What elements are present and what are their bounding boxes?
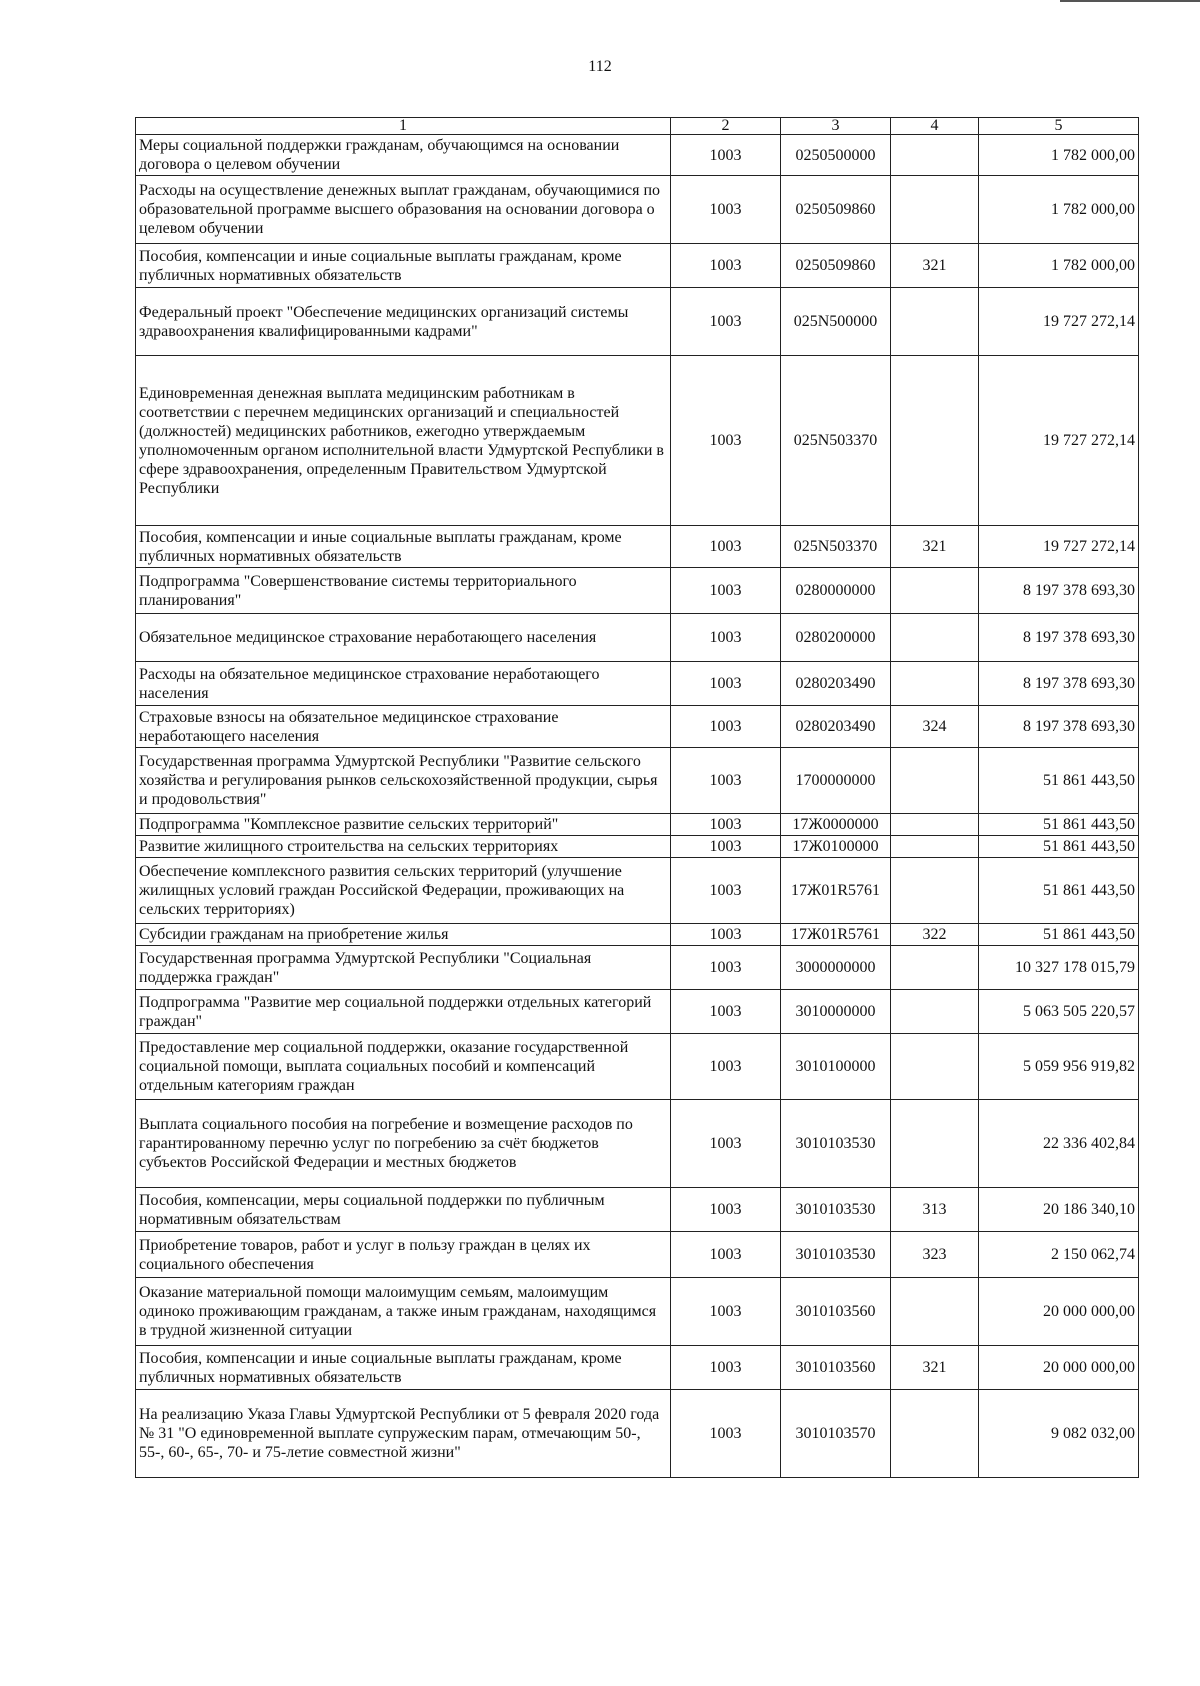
row-section-code: 1003	[671, 1278, 781, 1346]
row-target-code: 17Ж01R5761	[781, 924, 891, 946]
row-expense-type	[891, 288, 979, 356]
row-expense-type: 321	[891, 526, 979, 568]
row-section-code: 1003	[671, 1100, 781, 1188]
row-expense-type	[891, 990, 979, 1034]
row-name: Государственная программа Удмуртской Республики "Социальная поддержка граждан"	[136, 946, 671, 990]
row-expense-type	[891, 614, 979, 662]
row-target-code: 17Ж0000000	[781, 814, 891, 836]
row-expense-type: 321	[891, 244, 979, 288]
row-name: Подпрограмма "Развитие мер социальной поддержки отдельных категорий граждан"	[136, 990, 671, 1034]
header-col-5: 5	[979, 118, 1139, 135]
row-target-code: 3010103570	[781, 1390, 891, 1478]
row-section-code: 1003	[671, 662, 781, 706]
row-section-code: 1003	[671, 924, 781, 946]
row-amount: 8 197 378 693,30	[979, 614, 1139, 662]
row-amount: 19 727 272,14	[979, 288, 1139, 356]
row-name: Выплата социального пособия на погребение и возмещение расходов по гарантированному перечню услуг по погребению за счёт бюджетов субъектов Российской Федерации и местных бюджетов	[136, 1100, 671, 1188]
row-amount: 51 861 443,50	[979, 748, 1139, 814]
row-target-code: 025N503370	[781, 356, 891, 526]
table-row	[136, 814, 1139, 836]
row-expense-type	[891, 1390, 979, 1478]
row-name: Оказание материальной помощи малоимущим семьям, малоимущим одиноко проживающим гражданам, а также иным гражданам, находящимся в трудной жизненной ситуации	[136, 1278, 671, 1346]
row-amount: 20 000 000,00	[979, 1346, 1139, 1390]
row-expense-type	[891, 1034, 979, 1100]
row-amount: 51 861 443,50	[979, 836, 1139, 858]
row-amount: 51 861 443,50	[979, 814, 1139, 836]
row-expense-type	[891, 836, 979, 858]
row-amount: 1 782 000,00	[979, 135, 1139, 176]
row-target-code: 3010103530	[781, 1232, 891, 1278]
table-row	[136, 176, 1139, 244]
row-amount: 8 197 378 693,30	[979, 568, 1139, 614]
row-section-code: 1003	[671, 1188, 781, 1232]
row-expense-type	[891, 568, 979, 614]
row-amount: 51 861 443,50	[979, 858, 1139, 924]
row-name: Обеспечение комплексного развития сельских территорий (улучшение жилищных условий граждан Российской Федерации, проживающих на сельских территориях)	[136, 858, 671, 924]
top-edge-rule	[1060, 0, 1200, 2]
row-expense-type: 322	[891, 924, 979, 946]
row-name: Федеральный проект "Обеспечение медицинских организаций системы здравоохранения квалифицированными кадрами"	[136, 288, 671, 356]
row-expense-type	[891, 356, 979, 526]
row-target-code: 0280203490	[781, 706, 891, 748]
table-row	[136, 244, 1139, 288]
table-row	[136, 135, 1139, 176]
row-target-code: 3010103530	[781, 1188, 891, 1232]
table-row	[136, 614, 1139, 662]
row-name: Государственная программа Удмуртской Республики "Развитие сельского хозяйства и регулирования рынков сельскохозяйственной продукции, сырья и продовольствия"	[136, 748, 671, 814]
table-row	[136, 924, 1139, 946]
row-expense-type: 321	[891, 1346, 979, 1390]
table-row	[136, 748, 1139, 814]
row-target-code: 0250509860	[781, 244, 891, 288]
row-target-code: 0250509860	[781, 176, 891, 244]
table-row	[136, 1034, 1139, 1100]
table-row	[136, 706, 1139, 748]
row-section-code: 1003	[671, 288, 781, 356]
row-target-code: 0250500000	[781, 135, 891, 176]
row-name: Предоставление мер социальной поддержки, оказание государственной социальной помощи, выплата социальных пособий и компенсаций отдельным категориям граждан	[136, 1034, 671, 1100]
row-amount: 8 197 378 693,30	[979, 662, 1139, 706]
row-target-code: 3000000000	[781, 946, 891, 990]
row-expense-type	[891, 1278, 979, 1346]
row-name: Пособия, компенсации и иные социальные выплаты гражданам, кроме публичных нормативных обязательств	[136, 244, 671, 288]
row-name: Подпрограмма "Комплексное развитие сельских территорий"	[136, 814, 671, 836]
row-target-code: 3010103560	[781, 1346, 891, 1390]
table-row	[136, 946, 1139, 990]
row-amount: 5 063 505 220,57	[979, 990, 1139, 1034]
row-target-code: 0280000000	[781, 568, 891, 614]
row-expense-type	[891, 662, 979, 706]
row-target-code: 3010103530	[781, 1100, 891, 1188]
header-col-3: 3	[781, 118, 891, 135]
header-col-4: 4	[891, 118, 979, 135]
row-name: Пособия, компенсации и иные социальные выплаты гражданам, кроме публичных нормативных обязательств	[136, 1346, 671, 1390]
row-name: Единовременная денежная выплата медицинским работникам в соответствии с перечнем медицинских организаций и специальностей (должностей) медицинских работников, ежегодно утверждаемым уполномоченным органом исполнительной власти Удмуртской Республики в сфере здравоохранения, определенным Правительством Удмуртской Республики	[136, 356, 671, 526]
row-expense-type: 313	[891, 1188, 979, 1232]
table-row	[136, 1278, 1139, 1346]
row-amount: 19 727 272,14	[979, 356, 1139, 526]
row-expense-type	[891, 858, 979, 924]
row-target-code: 17Ж0100000	[781, 836, 891, 858]
row-target-code: 17Ж01R5761	[781, 858, 891, 924]
header-col-2: 2	[671, 118, 781, 135]
row-section-code: 1003	[671, 244, 781, 288]
table-row	[136, 836, 1139, 858]
row-name: Расходы на обязательное медицинское страхование неработающего населения	[136, 662, 671, 706]
header-row	[136, 118, 1139, 135]
header-col-1: 1	[136, 118, 671, 135]
row-section-code: 1003	[671, 990, 781, 1034]
row-section-code: 1003	[671, 568, 781, 614]
row-section-code: 1003	[671, 135, 781, 176]
row-section-code: 1003	[671, 526, 781, 568]
table-row	[136, 568, 1139, 614]
row-section-code: 1003	[671, 356, 781, 526]
row-amount: 1 782 000,00	[979, 176, 1139, 244]
row-amount: 19 727 272,14	[979, 526, 1139, 568]
row-section-code: 1003	[671, 1346, 781, 1390]
row-name: Меры социальной поддержки гражданам, обучающимся на основании договора о целевом обучении	[136, 135, 671, 176]
row-name: Развитие жилищного строительства на сельских территориях	[136, 836, 671, 858]
table-row	[136, 662, 1139, 706]
row-expense-type	[891, 946, 979, 990]
row-target-code: 025N503370	[781, 526, 891, 568]
row-amount: 9 082 032,00	[979, 1390, 1139, 1478]
row-amount: 51 861 443,50	[979, 924, 1139, 946]
row-target-code: 025N500000	[781, 288, 891, 356]
row-target-code: 3010000000	[781, 990, 891, 1034]
table-row	[136, 288, 1139, 356]
row-amount: 5 059 956 919,82	[979, 1034, 1139, 1100]
row-expense-type	[891, 814, 979, 836]
budget-table	[135, 117, 1139, 1478]
row-section-code: 1003	[671, 706, 781, 748]
table-row	[136, 858, 1139, 924]
row-section-code: 1003	[671, 814, 781, 836]
row-name: Обязательное медицинское страхование неработающего населения	[136, 614, 671, 662]
page-number: 112	[588, 58, 612, 75]
row-name: Приобретение товаров, работ и услуг в пользу граждан в целях их социального обеспечения	[136, 1232, 671, 1278]
row-amount: 1 782 000,00	[979, 244, 1139, 288]
row-name: Страховые взносы на обязательное медицинское страхование неработающего населения	[136, 706, 671, 748]
row-name: На реализацию Указа Главы Удмуртской Республики от 5 февраля 2020 года № 31 "О единовременной выплате супружеским парам, отмечающим 50-, 55-, 60-, 65-, 70- и 75-летие совместной жизни"	[136, 1390, 671, 1478]
row-target-code: 3010100000	[781, 1034, 891, 1100]
row-amount: 2 150 062,74	[979, 1232, 1139, 1278]
row-expense-type	[891, 176, 979, 244]
row-amount: 20 000 000,00	[979, 1278, 1139, 1346]
row-section-code: 1003	[671, 748, 781, 814]
table-row	[136, 1232, 1139, 1278]
row-section-code: 1003	[671, 1034, 781, 1100]
row-name: Подпрограмма "Совершенствование системы территориального планирования"	[136, 568, 671, 614]
row-amount: 22 336 402,84	[979, 1100, 1139, 1188]
row-expense-type: 324	[891, 706, 979, 748]
row-amount: 20 186 340,10	[979, 1188, 1139, 1232]
row-amount: 10 327 178 015,79	[979, 946, 1139, 990]
row-section-code: 1003	[671, 176, 781, 244]
row-name: Расходы на осуществление денежных выплат гражданам, обучающимися по образовательной программе высшего образования на основании договора о целевом обучении	[136, 176, 671, 244]
table-row	[136, 990, 1139, 1034]
row-target-code: 0280203490	[781, 662, 891, 706]
row-section-code: 1003	[671, 1390, 781, 1478]
row-section-code: 1003	[671, 946, 781, 990]
row-section-code: 1003	[671, 858, 781, 924]
row-expense-type	[891, 1100, 979, 1188]
row-section-code: 1003	[671, 836, 781, 858]
row-name: Пособия, компенсации, меры социальной поддержки по публичным нормативным обязательствам	[136, 1188, 671, 1232]
table-row	[136, 1390, 1139, 1478]
table-row	[136, 526, 1139, 568]
row-expense-type	[891, 135, 979, 176]
table-row	[136, 1188, 1139, 1232]
row-target-code: 1700000000	[781, 748, 891, 814]
table-row	[136, 1100, 1139, 1188]
row-target-code: 0280200000	[781, 614, 891, 662]
row-expense-type: 323	[891, 1232, 979, 1278]
table-row	[136, 356, 1139, 526]
row-name: Пособия, компенсации и иные социальные выплаты гражданам, кроме публичных нормативных обязательств	[136, 526, 671, 568]
table-row	[136, 1346, 1139, 1390]
row-target-code: 3010103560	[781, 1278, 891, 1346]
row-section-code: 1003	[671, 1232, 781, 1278]
row-section-code: 1003	[671, 614, 781, 662]
row-amount: 8 197 378 693,30	[979, 706, 1139, 748]
row-name: Субсидии гражданам на приобретение жилья	[136, 924, 671, 946]
row-expense-type	[891, 748, 979, 814]
